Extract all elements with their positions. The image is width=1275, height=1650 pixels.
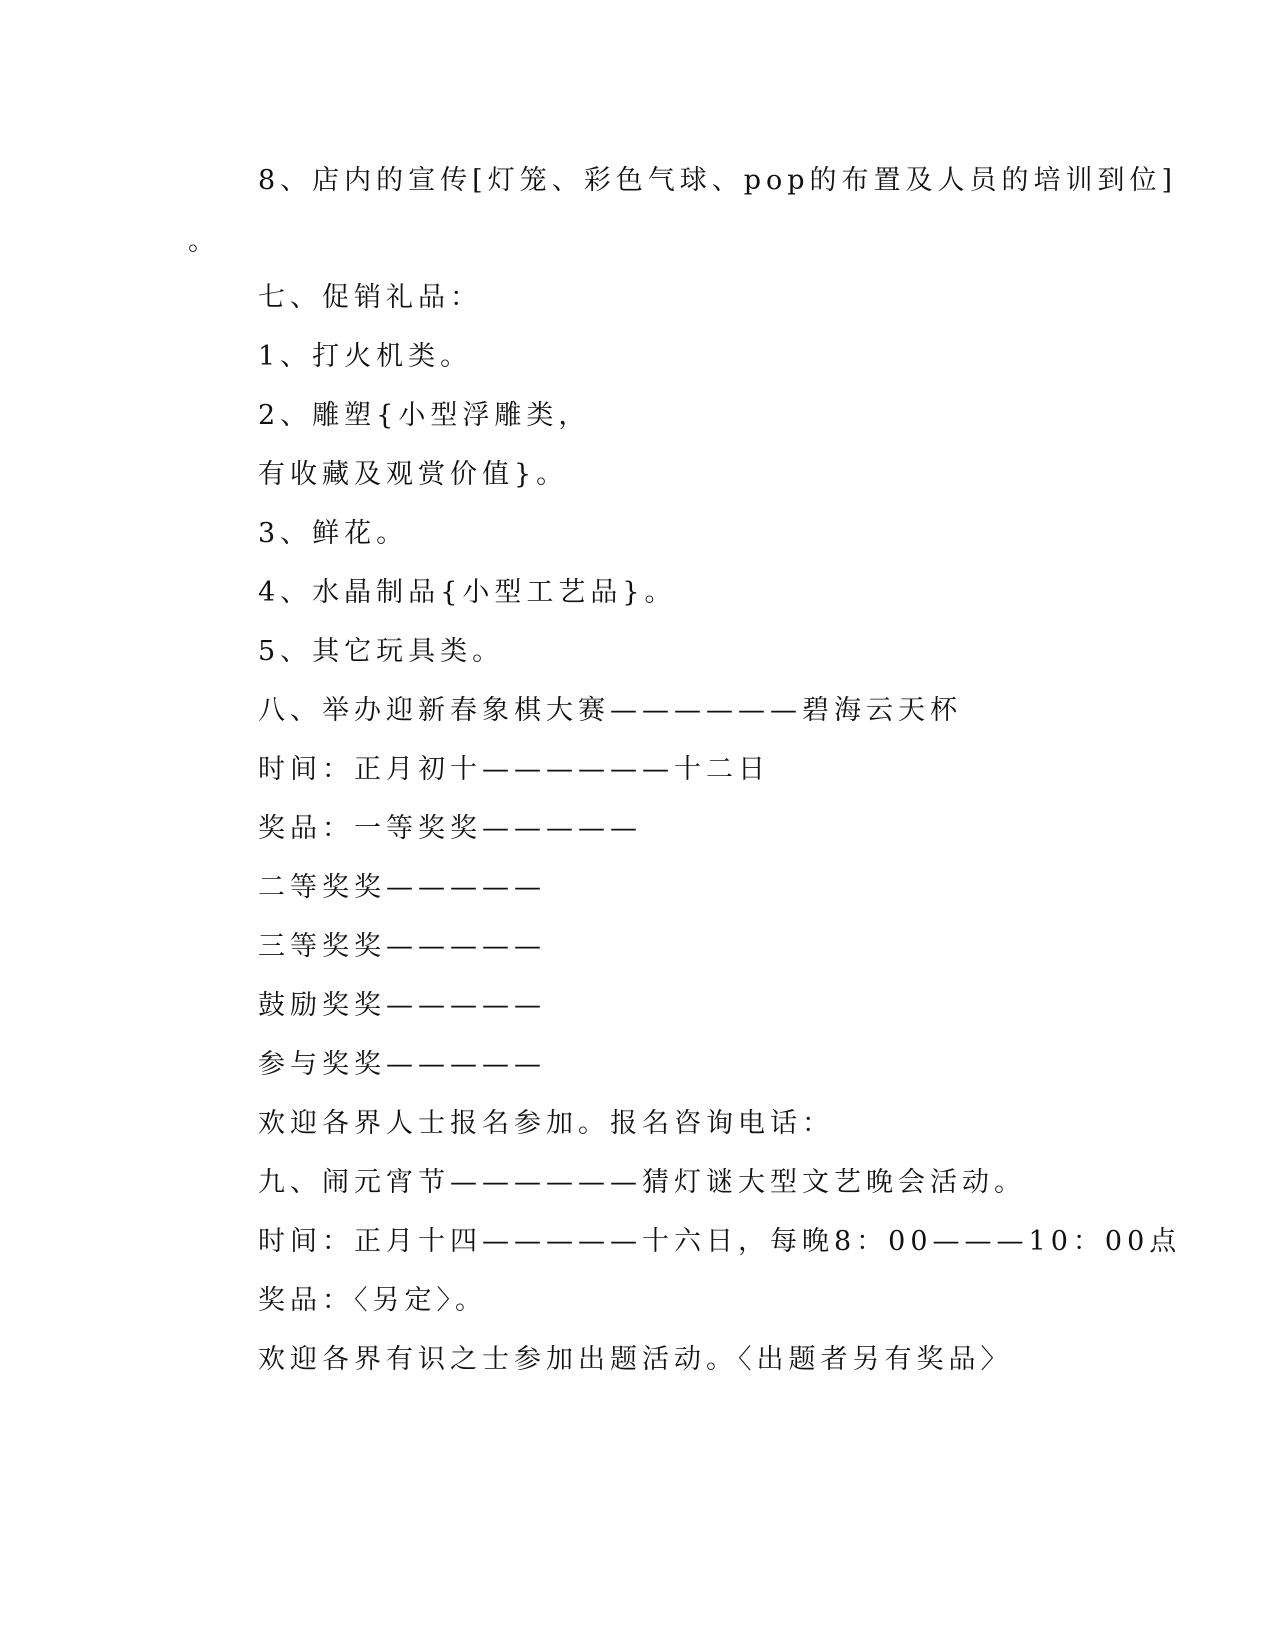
chess-prize-second: 二等奖奖————— (258, 872, 546, 903)
gift-item-3: 3、鲜花。 (258, 518, 409, 549)
gift-item-1: 1、打火机类。 (258, 341, 473, 372)
gift-item-5: 5、其它玩具类。 (258, 636, 505, 667)
lantern-time: 时间：正月十四—————十六日，每晚8：00———10：00点 (258, 1226, 1182, 1257)
gift-item-2: 2、雕塑{小型浮雕类， (258, 400, 591, 431)
lantern-prize: 奖品：〈另定〉。 (258, 1285, 487, 1316)
chess-time: 时间：正月初十——————十二日 (258, 754, 770, 785)
item-8-period: 。 (188, 226, 220, 257)
lantern-invitation: 欢迎各界有识之士参加出题活动。〈出题者另有奖品〉 (258, 1344, 1013, 1375)
section-8-heading: 八、举办迎新春象棋大赛——————碧海云天杯 (258, 695, 962, 726)
gift-item-4: 4、水晶制品{小型工艺品}。 (258, 577, 677, 608)
chess-prize-third: 三等奖奖————— (258, 931, 546, 962)
chess-registration-note: 欢迎各界人士报名参加。报名咨询电话： (258, 1108, 834, 1139)
section-9-heading: 九、闹元宵节——————猜灯谜大型文艺晚会活动。 (258, 1167, 1026, 1198)
chess-prize-encouragement: 鼓励奖奖————— (258, 990, 546, 1021)
gift-item-2-continued: 有收藏及观赏价值}。 (258, 459, 569, 490)
item-8-store-promotion: 8、店内的宣传[灯笼、彩色气球、pop的布置及人员的培训到位] (258, 165, 1178, 196)
chess-prize-participation: 参与奖奖————— (258, 1049, 546, 1080)
chess-prize-first: 奖品：一等奖奖————— (258, 813, 642, 844)
section-7-heading: 七、促销礼品： (258, 282, 482, 313)
